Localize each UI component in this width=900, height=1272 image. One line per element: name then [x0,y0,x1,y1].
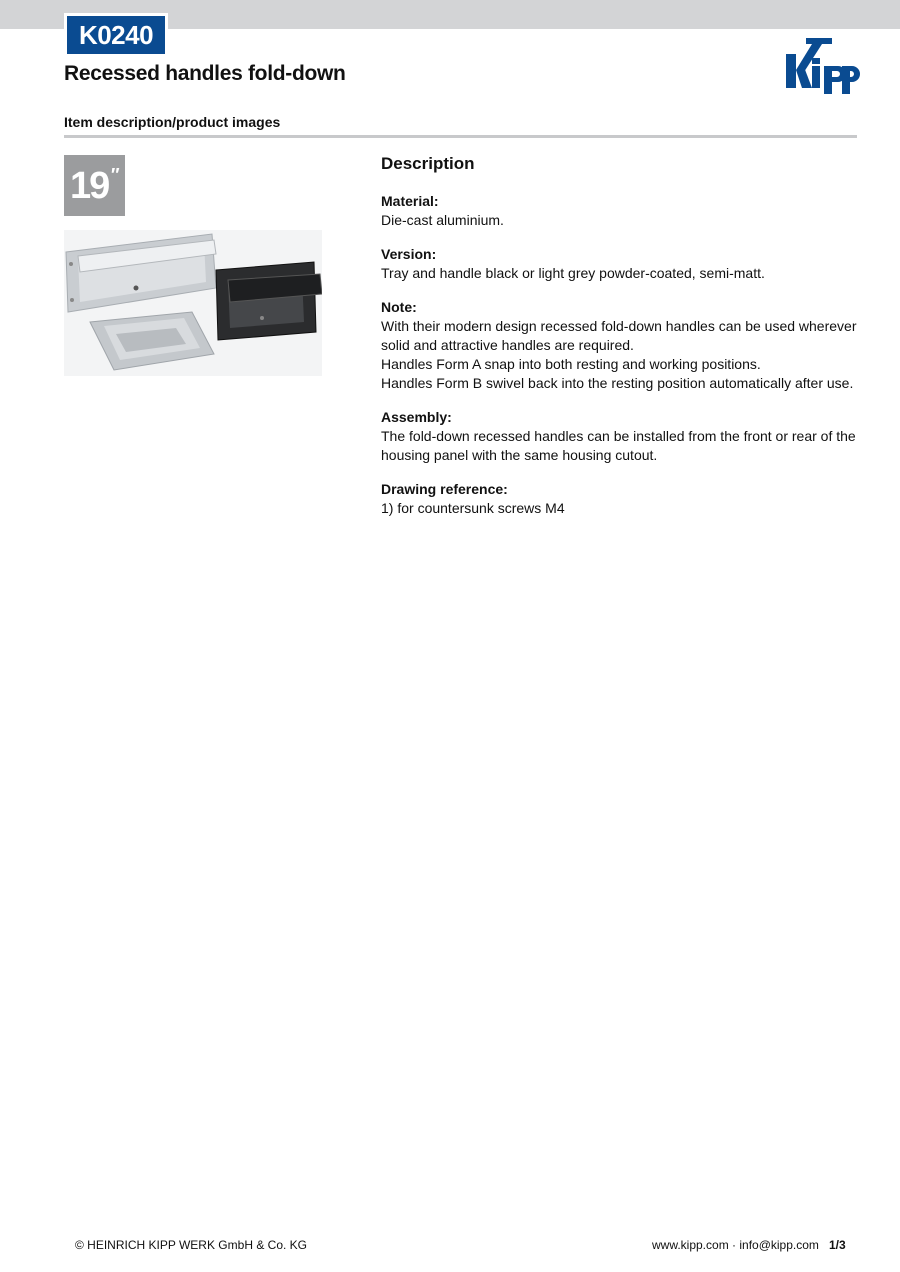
product-code: K0240 [67,16,165,54]
product-code-badge [64,13,168,57]
material-block [381,192,857,230]
note-text-1: With their modern design recessed fold-down handles can be used wherever solid and attractive handles are required. [381,318,857,353]
black-handle-image [216,262,322,340]
material-label: Material: [381,193,439,209]
drawing-reference-block [381,480,857,518]
kipp-logo [782,36,860,94]
note-text-3: Handles Form B swivel back into the resting position automatically after use. [381,375,854,391]
rack-size-number: 19 [70,165,109,207]
note-block [381,298,857,393]
section-label: Item description/product images [64,114,281,130]
section-divider [64,135,857,138]
note-label: Note: [381,299,417,315]
rack-size-unit: ″ [110,165,119,185]
version-block [381,245,857,283]
version-text: Tray and handle black or light grey powder-coated, semi-matt. [381,265,765,281]
assembly-label: Assembly: [381,409,452,425]
footer-copyright: © HEINRICH KIPP WERK GmbH & Co. KG [75,1238,307,1252]
drawing-reference-text: 1) for countersunk screws M4 [381,500,565,516]
product-image [64,230,322,376]
assembly-block [381,408,857,465]
note-text-2: Handles Form A snap into both resting and working positions. [381,356,761,372]
assembly-text: The fold-down recessed handles can be installed from the front or rear of the housing panel with the same housing cutout. [381,428,856,463]
description-heading: Description [381,154,475,173]
drawing-reference-label: Drawing reference: [381,481,508,497]
material-text: Die-cast aluminium. [381,212,504,228]
footer-contact: www.kipp.com · info@kipp.com [652,1238,819,1252]
description-section [381,153,857,533]
page-number: 1/3 [829,1238,846,1252]
page-title: Recessed handles fold-down [64,62,346,85]
version-label: Version: [381,246,437,262]
rack-size-badge [64,155,125,216]
